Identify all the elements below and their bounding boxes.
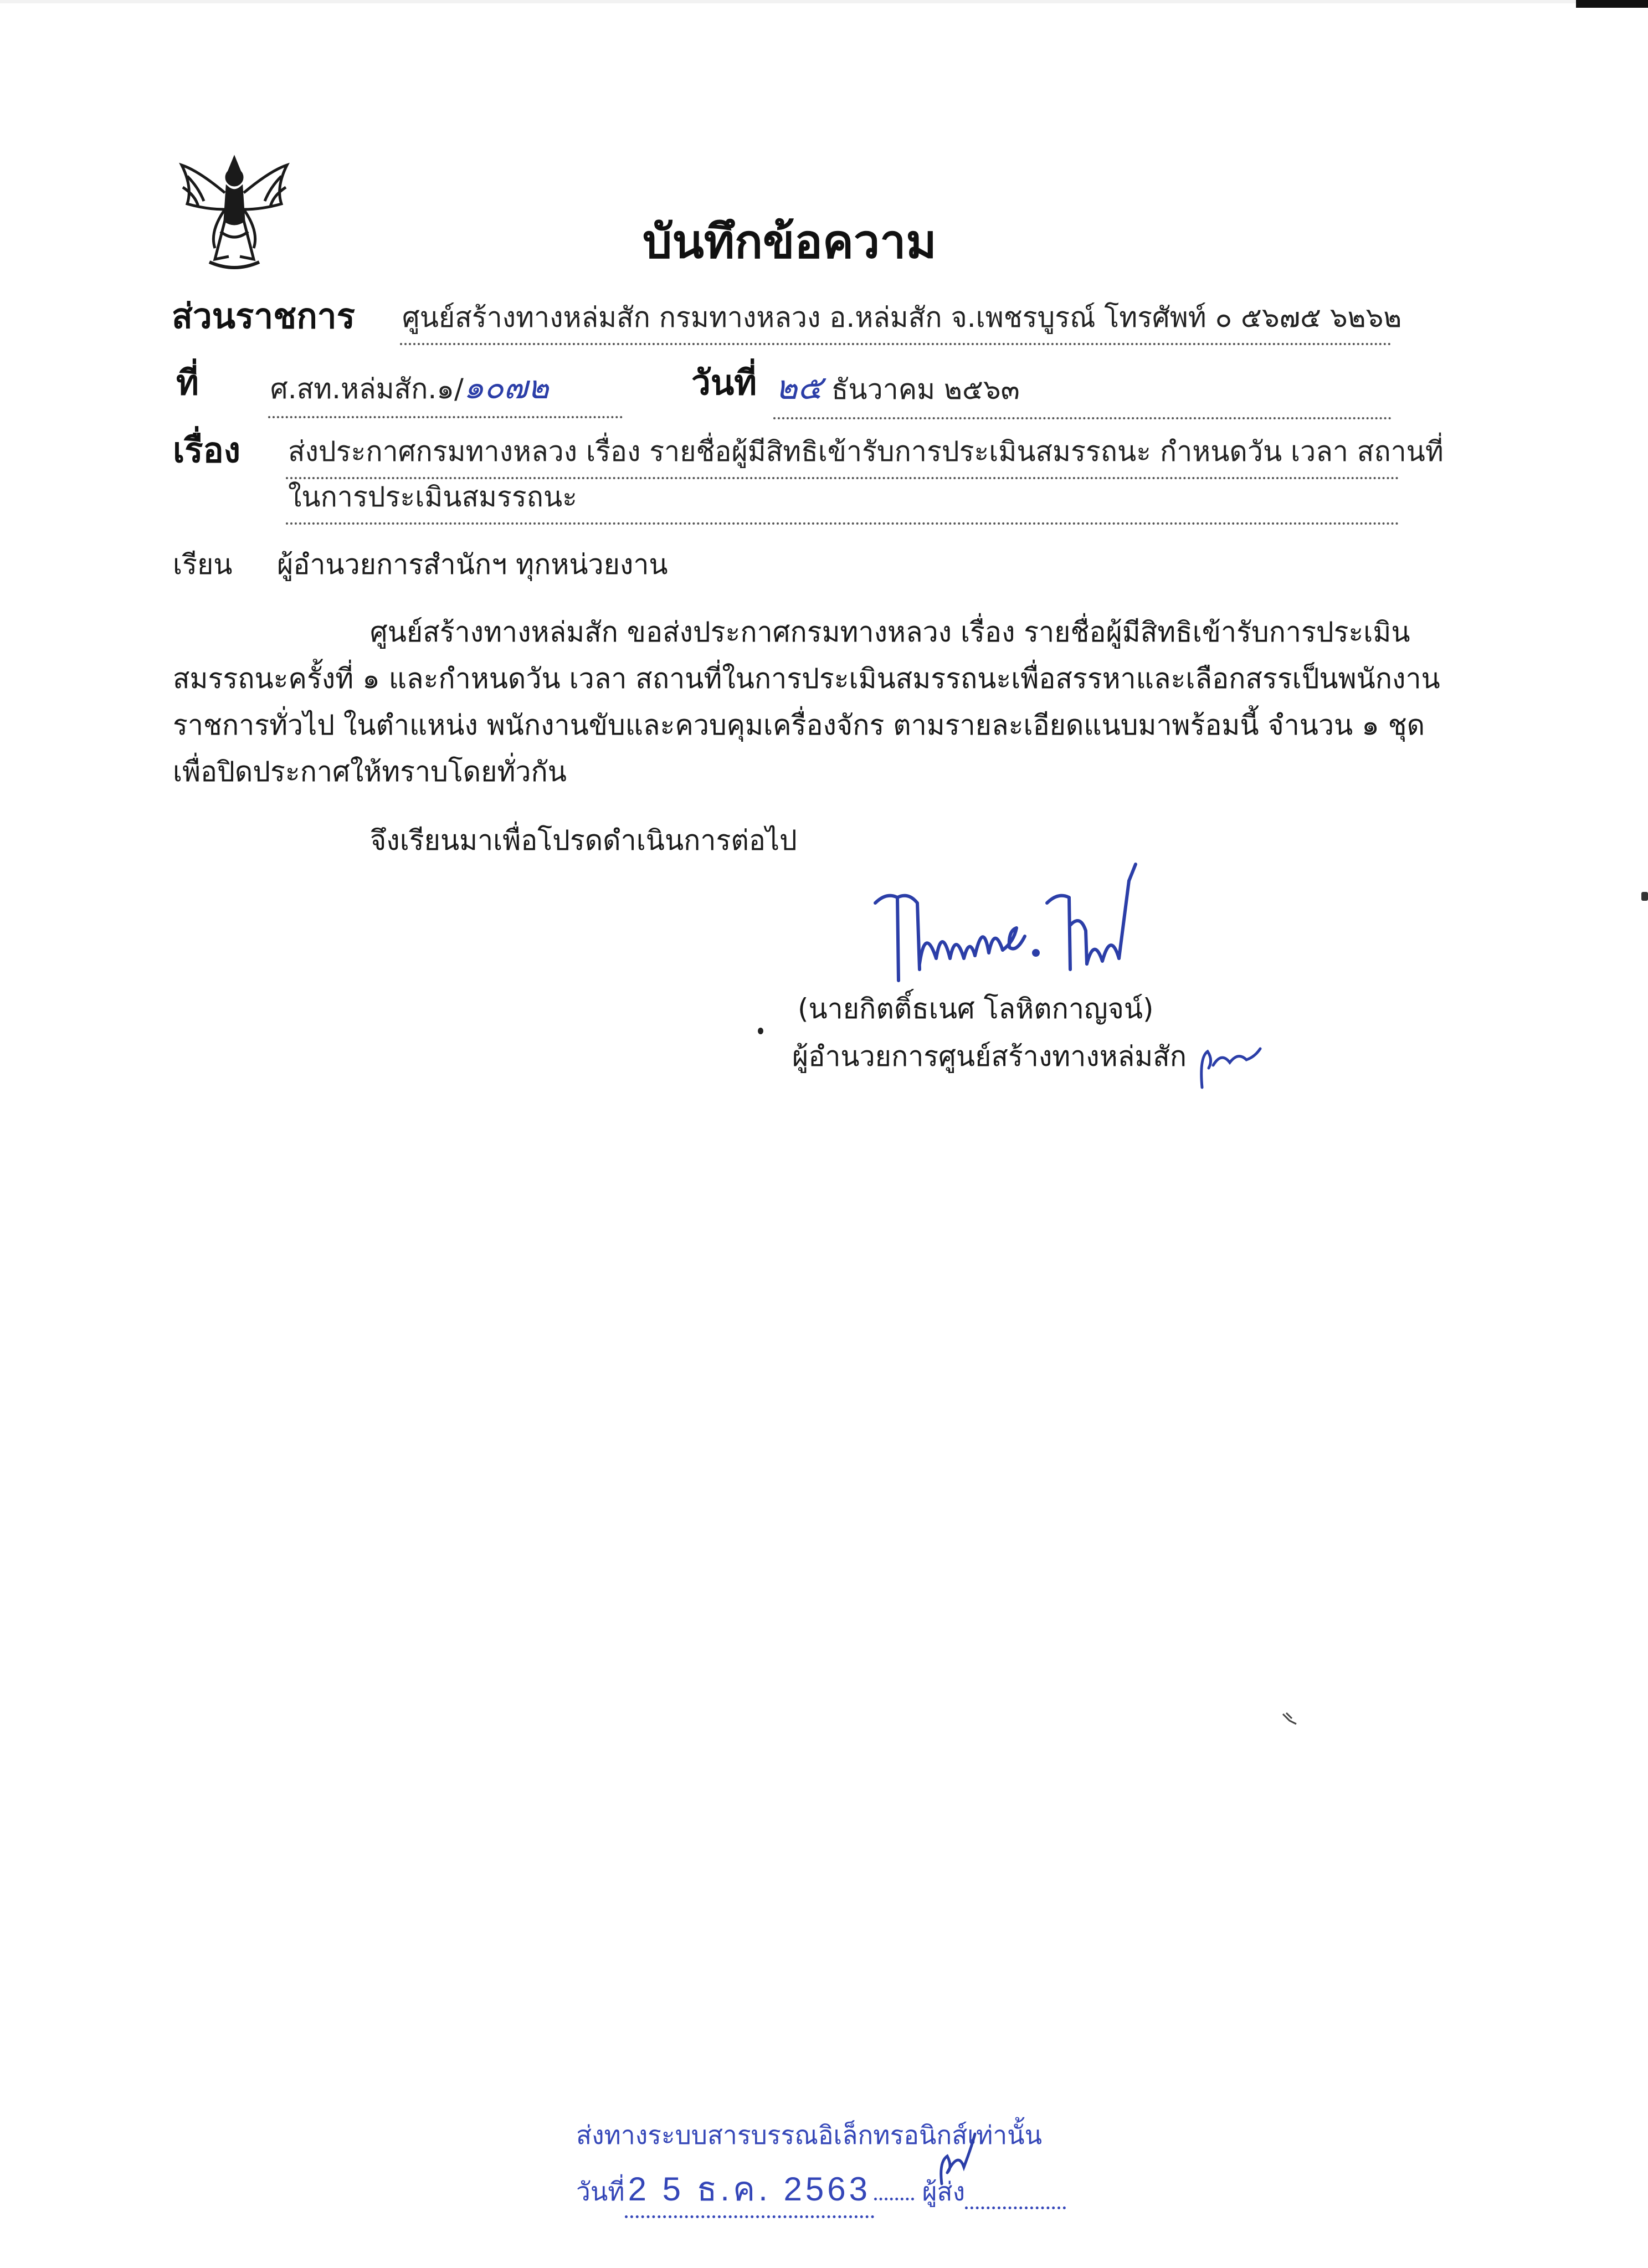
- dispatch-stamp-date-label: วันที่: [576, 2177, 625, 2207]
- body-paragraph-line-3: ราชการทั่วไป ในตำแหน่ง พนักงานขับและควบคุมเครื่องจักร ตามรายละเอียดแนบมาพร้อมนี้ จำนวน ๑ ชุด: [173, 709, 1425, 741]
- number-prefix: ศ.สท.หล่มสัก.๑/: [270, 373, 464, 405]
- dispatch-stamp-spacer: [874, 2198, 914, 2200]
- to-value: ผู้อำนวยการสำนักฯ ทุกหน่วยงาน: [277, 548, 668, 581]
- scan-speck: [1281, 1711, 1303, 1727]
- document-title: บันทึกข้อความ: [643, 214, 937, 269]
- date-field: [773, 361, 1392, 419]
- agency-label: ส่วนราชการ: [172, 296, 355, 336]
- scan-edge-speck: [1641, 892, 1648, 901]
- ink-dot: [758, 1028, 763, 1034]
- subject-label: เรื่อง: [173, 430, 241, 470]
- number-label: ที่: [176, 362, 199, 403]
- closing-line: จึงเรียนมาเพื่อโปรดดำเนินการต่อไป: [370, 824, 797, 856]
- subject-line-2: ในการประเมินสมรรถนะ: [286, 475, 1399, 525]
- dispatch-stamp-date-value: 2 5 ธ.ค. 2563: [625, 2163, 874, 2218]
- number-handwritten: ๑๐๗๒: [463, 368, 549, 406]
- subject-line-1: ส่งประกาศกรมทางหลวง เรื่อง รายชื่อผู้มีสิทธิเข้ารับการประเมินสมรรถนะ กำหนดวัน เวลา สถานที่: [286, 430, 1399, 479]
- signatory-position: ผู้อำนวยการศูนย์สร้างทางหล่มสัก: [792, 1040, 1187, 1073]
- dispatch-stamp-heading: ส่งทางระบบสารบรรณอิเล็กทรอนิกส์เท่านั้น: [576, 2120, 1043, 2150]
- dispatch-stamp-sender-label: ผู้ส่ง: [922, 2177, 966, 2207]
- dispatch-stamp-signature: [931, 2128, 992, 2189]
- scan-top-edge: [0, 0, 1648, 3]
- number-field: [268, 361, 623, 418]
- body-paragraph-line-4: เพื่อปิดประกาศให้ทราบโดยทั่วกัน: [173, 756, 567, 788]
- dispatch-stamp-date-row: [576, 2163, 1066, 2218]
- handwritten-signature: [864, 859, 1152, 992]
- date-day-handwritten: ๒๕: [776, 368, 823, 407]
- scan-corner-mark: [1576, 0, 1648, 8]
- handwritten-initial: [1197, 1035, 1263, 1090]
- body-paragraph-line-1: ศูนย์สร้างทางหล่มสัก ขอส่งประกาศกรมทางหลวง เรื่อง รายชื่อผู้มีสิทธิเข้ารับการประเมิน: [370, 616, 1410, 648]
- date-month-year: ธันวาคม ๒๕๖๓: [831, 373, 1020, 406]
- date-label: วันที่: [691, 362, 757, 403]
- signatory-name: (นายกิตติ์ธเนศ โลหิตกาญจน์): [798, 993, 1154, 1025]
- to-label: เรียน: [173, 548, 233, 581]
- agency-value: ศูนย์สร้างทางหล่มสัก กรมทางหลวง อ.หล่มสัก จ.เพชรบูรณ์ โทรศัพท์ ๐ ๕๖๗๕ ๖๒๖๒: [400, 296, 1392, 345]
- body-paragraph-line-2: สมรรถนะครั้งที่ ๑ และกำหนดวัน เวลา สถานที่ในการประเมินสมรรถนะเพื่อสรรหาและเลือกสรรเป็นพนักงาน: [173, 663, 1440, 695]
- garuda-emblem-icon: [176, 148, 292, 276]
